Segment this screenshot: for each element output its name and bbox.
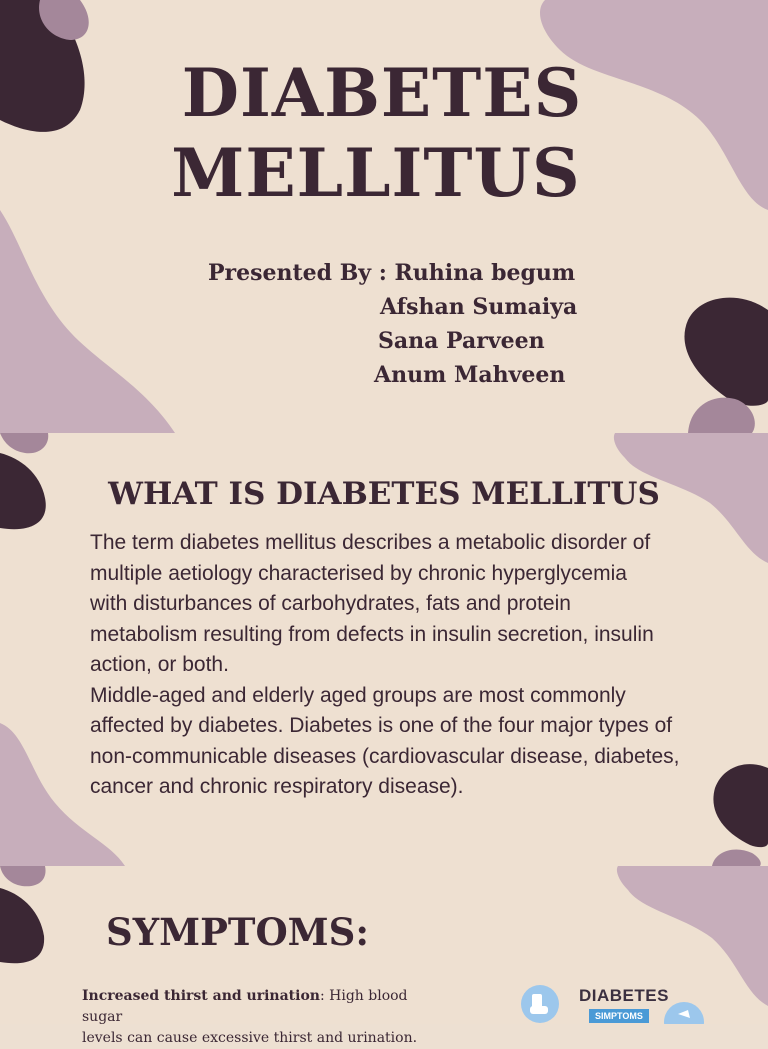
definition-body — [90, 528, 710, 803]
body-line: action, or both. — [90, 653, 229, 676]
body-line: affected by diabetes. Diabetes is one of the four major types of — [90, 714, 673, 737]
body-line: cancer and chronic respiratory disease). — [90, 775, 464, 798]
title-line-2: MELLITUS — [171, 134, 581, 212]
section-heading: WHAT IS DIABETES MELLITUS — [108, 476, 660, 512]
body-line: non-communicable diseases (cardiovascular disease, diabetes, — [90, 744, 680, 768]
title-line-1: DIABETES — [181, 54, 583, 132]
image-label: DIABETES — [579, 986, 669, 1005]
presenter-1: Presented By : Ruhina begum — [208, 260, 576, 286]
symptom-text: : High blood sugar — [82, 988, 408, 1025]
body-line: metabolism resulting from defects in insulin secretion, insulin — [90, 622, 654, 646]
presenter-3: Sana Parveen — [378, 328, 545, 354]
symptom-term: Increased thirst and urination — [82, 988, 320, 1004]
body-line: The term diabetes mellitus describes a metabolic disorder of — [90, 531, 651, 554]
body-line: multiple aetiology characterised by chronic hyperglycemia — [90, 561, 627, 585]
title-slide — [0, 0, 768, 433]
presenter-4: Anum Mahveen — [374, 362, 566, 388]
symptom-item — [82, 986, 442, 1049]
body-line: with disturbances of carbohydrates, fats and protein — [90, 592, 571, 615]
image-tag: SIMPTOMS — [589, 1009, 649, 1023]
symptom-text-cont: levels can cause excessive thirst and urination. — [82, 1030, 418, 1046]
body-line: Middle-aged and elderly aged groups are most commonly — [90, 683, 626, 707]
presenter-2: Afshan Sumaiya — [380, 294, 578, 320]
symptoms-illustration — [518, 984, 718, 1024]
symptoms-heading: SYMPTOMS: — [106, 910, 370, 954]
